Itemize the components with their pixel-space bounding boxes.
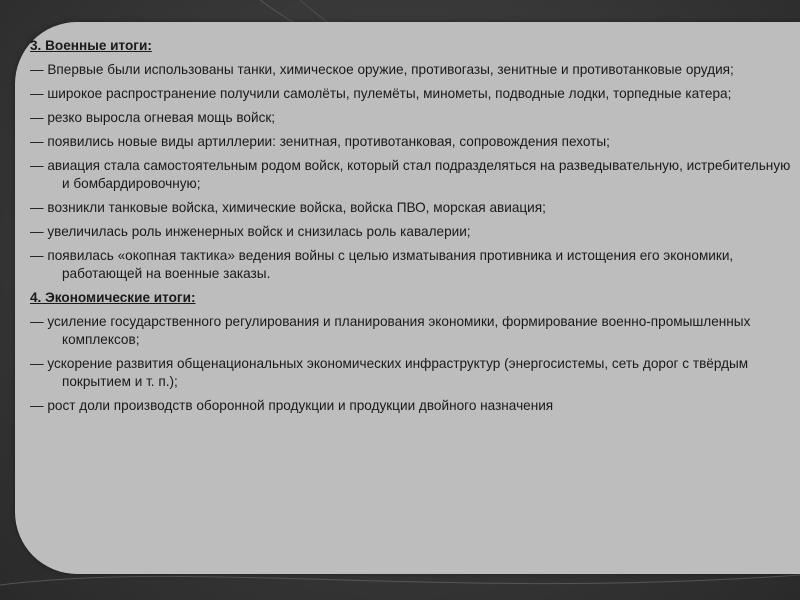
list-item: — авиация стала самостоятельным родом войск, который стал подразделяться на разведывательную, истребительную и бомбардировочную; — [30, 158, 791, 191]
list-item: — Впервые были использованы танки, химическое оружие, противогазы, зенитные и противотанковые орудия; — [30, 62, 734, 77]
section-heading-economic: 4. Экономические итоги: — [30, 290, 196, 305]
list-item: — усиление государственного регулирования и планирования экономики, формирование военно-промышленных комплексов; — [30, 314, 751, 347]
list-item: — появились новые виды артиллерии: зенитная, противотанковая, сопровождения пехоты; — [30, 134, 610, 149]
section-heading-military: 3. Военные итоги: — [30, 38, 152, 53]
list-item: — ускорение развития общенациональных экономических инфраструктур (энергосистемы, сеть дорог с твёрдым покрытием и т. п.); — [30, 356, 749, 389]
list-item: — увеличилась роль инженерных войск и снизилась роль кавалерии; — [30, 224, 471, 239]
list-item: — появилась «окопная тактика» ведения войны с целью изматывания противника и истощения его экономики, работающей на военные заказы. — [30, 248, 734, 281]
list-item: — возникли танковые войска, химические войска, войска ПВО, морская авиация; — [30, 200, 546, 215]
slide-content — [30, 37, 792, 421]
list-item: — рост доли производств оборонной продукции и продукции двойного назначения — [30, 398, 554, 413]
list-item: — резко выросла огневая мощь войск; — [30, 110, 276, 125]
list-item: — широкое распространение получили самолёты, пулемёты, минометы, подводные лодки, торпедные катера; — [30, 86, 732, 101]
